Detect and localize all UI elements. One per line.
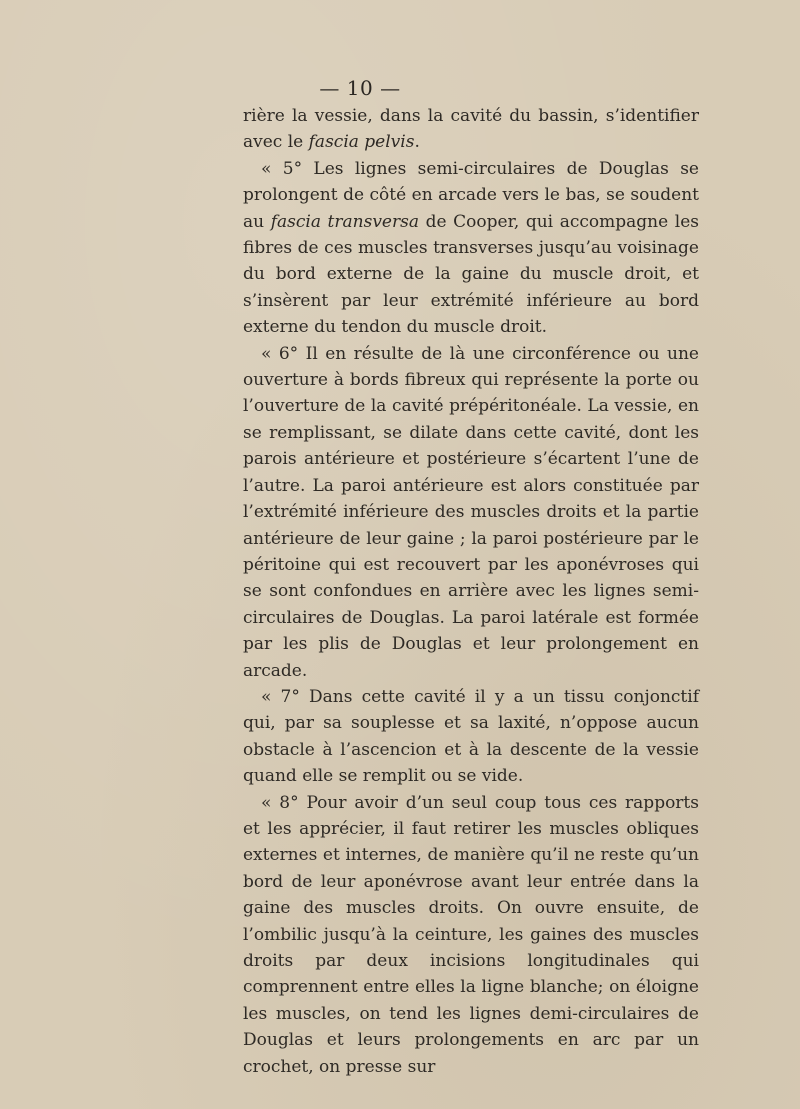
text-span: rière la vessie, dans la cavité du bassin, s’identifier avec le — [243, 106, 699, 153]
paragraph-7: « 7° Dans cette cavité il y a un tissu conjonctif qui, par sa souplesse et sa laxité, n’oppose aucun obstacle à l’ascencion et à la descente de la vessie quand elle se remplit ou se vide. — [243, 686, 699, 787]
paragraph-continuation — [243, 103, 699, 156]
paragraph-8: « 8° Pour avoir d’un seul coup tous ces rapports et les apprécier, il faut retirer les muscles obliques externes et internes, de manière qu’il ne reste qu’un bord de leur aponévrose avant leur entrée dans la gaine des muscles droits. On ouvre ensuite, de l’ombilic jusqu’à la ceinture, les gaines des muscles droits par deux incisions longitudinales qui comprennent entre elles la ligne blanche; on éloigne les muscles, on tend les lignes demi-circulaires de Douglas et leurs prolongements en arc par un crochet, on presse sur — [243, 792, 699, 1077]
italic-term-fascia-transversa: fascia transversa — [270, 211, 419, 232]
text-span: de Cooper, qui accompagne les fibres de ces muscles transverses jusqu’au voisinage du bord externe de la gaine du muscle droit, et s’insèrent par leur extrémité inférieure au bord externe du tendon du muscle droit. — [243, 211, 699, 338]
paragraph-5 — [243, 156, 699, 341]
paragraph-6: « 6° Il en résulte de là une circonférence ou une ouverture à bords fibreux qui représente la porte ou l’ouverture de la cavité prépéritonéale. La vessie, en se remplissant, se dilate dans cette cavité, dont les parois antérieure et postérieure s’écartent l’une de l’autre. La paroi antérieure est alors constituée par l’extrémité inférieure des muscles droits et la partie antérieure de leur gaine ; la paroi postérieure par le péritoine qui est recouvert par les aponévroses qui se sont confondues en arrière avec les lignes semi-circulaires de Douglas. La paroi latérale est formée par les plis de Douglas et leur prolongement en arcade. — [243, 343, 699, 681]
text-span: « 5° Les lignes semi-circulaires de Douglas se prolongent de côté en arcade vers le bas, se soudent au — [243, 158, 699, 232]
italic-term-fascia-pelvis: fascia pelvis — [308, 132, 415, 153]
body-text — [243, 103, 699, 1080]
text-span: . — [414, 132, 420, 153]
page-number: — 10 — — [319, 76, 401, 100]
